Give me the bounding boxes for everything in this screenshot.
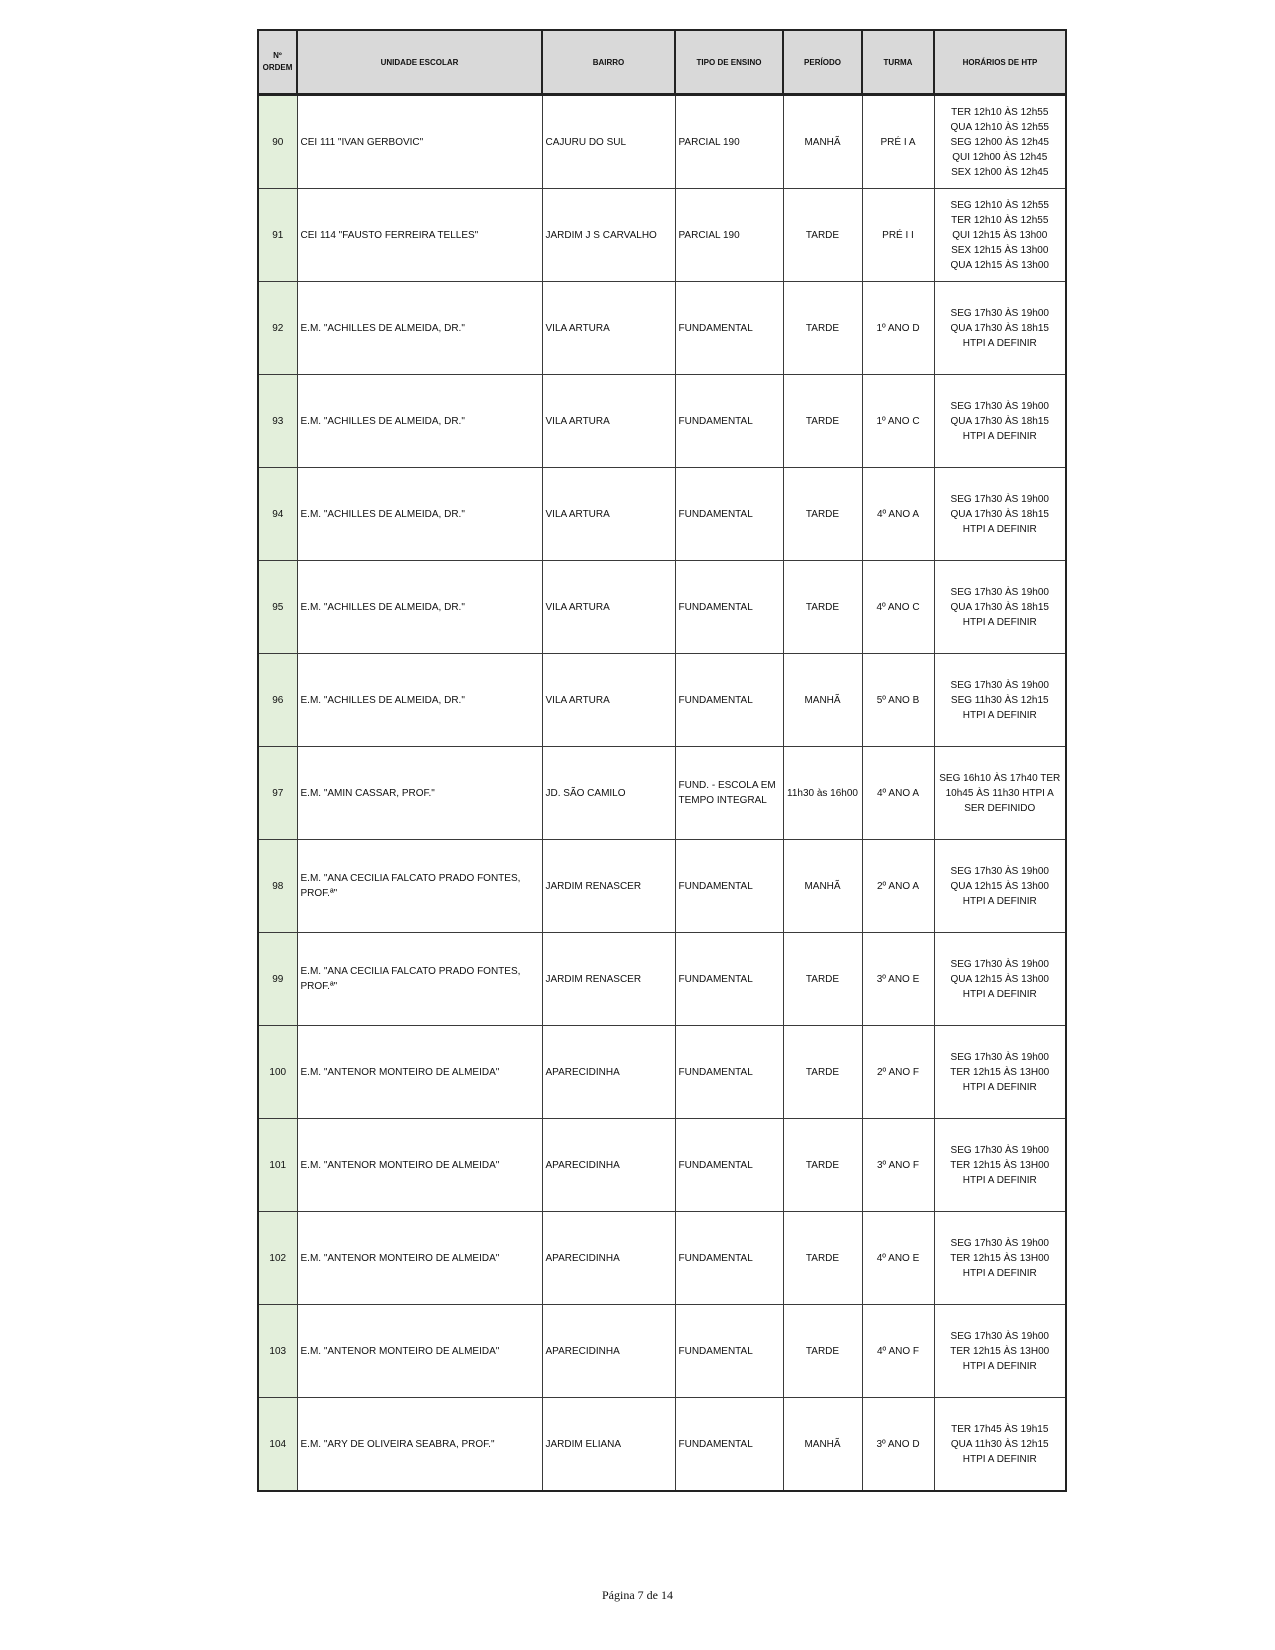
cell-periodo: TARDE — [783, 1119, 862, 1212]
cell-periodo: MANHÃ — [783, 840, 862, 933]
cell-horarios — [934, 561, 1066, 654]
table-row — [258, 189, 1066, 282]
cell-periodo: TARDE — [783, 282, 862, 375]
horario-line: QUI 12h15 ÀS 13h00 — [952, 229, 1048, 241]
horario-line: HTPI A DEFINIR — [962, 988, 1037, 1000]
horario-line: HTPI A DEFINIR — [962, 895, 1037, 907]
cell-turma: 4º ANO E — [862, 1212, 934, 1305]
cell-periodo: TARDE — [783, 1026, 862, 1119]
table-row — [258, 933, 1066, 1026]
cell-unidade: E.M. "ARY DE OLIVEIRA SEABRA, PROF." — [297, 1398, 542, 1492]
horario-line: TER 12h15 ÀS 13H00 — [950, 1159, 1050, 1171]
horario-line: HTPI A DEFINIR — [962, 616, 1037, 628]
cell-horarios — [934, 468, 1066, 561]
cell-tipo: FUNDAMENTAL — [675, 468, 783, 561]
cell-horarios — [934, 282, 1066, 375]
cell-bairro: JARDIM RENASCER — [542, 840, 675, 933]
cell-turma: 3º ANO F — [862, 1119, 934, 1212]
cell-bairro: APARECIDINHA — [542, 1305, 675, 1398]
header-unidade: UNIDADE ESCOLAR — [297, 30, 542, 95]
cell-horarios — [934, 1398, 1066, 1492]
cell-bairro: JARDIM ELIANA — [542, 1398, 675, 1492]
cell-tipo: FUNDAMENTAL — [675, 654, 783, 747]
cell-unidade: E.M. "AMIN CASSAR, PROF." — [297, 747, 542, 840]
horario-line: SEG 17h30 ÀS 19h00 — [950, 1330, 1049, 1342]
cell-bairro: JARDIM RENASCER — [542, 933, 675, 1026]
horario-line: HTPI A DEFINIR — [962, 430, 1037, 442]
cell-turma: 4º ANO A — [862, 468, 934, 561]
table-row — [258, 747, 1066, 840]
cell-unidade: E.M. "ACHILLES DE ALMEIDA, DR." — [297, 654, 542, 747]
cell-unidade: E.M. "ACHILLES DE ALMEIDA, DR." — [297, 468, 542, 561]
horario-line: SEG 17h30 ÀS 19h00 — [950, 679, 1049, 691]
cell-bairro: APARECIDINHA — [542, 1212, 675, 1305]
horario-line: QUA 17h30 ÀS 18h15 — [950, 322, 1049, 334]
horario-line: HTPI A DEFINIR — [962, 1081, 1037, 1093]
horario-line: QUI 12h00 ÀS 12h45 — [952, 151, 1048, 163]
cell-ordem: 102 — [258, 1212, 297, 1305]
cell-horarios — [934, 1212, 1066, 1305]
header-turma: TURMA — [862, 30, 934, 95]
cell-ordem: 101 — [258, 1119, 297, 1212]
cell-ordem: 99 — [258, 933, 297, 1026]
horario-line: SEG 17h30 ÀS 19h00 — [950, 586, 1049, 598]
cell-unidade: E.M. "ANTENOR MONTEIRO DE ALMEIDA" — [297, 1119, 542, 1212]
cell-ordem: 103 — [258, 1305, 297, 1398]
cell-ordem: 100 — [258, 1026, 297, 1119]
cell-ordem: 98 — [258, 840, 297, 933]
cell-tipo: PARCIAL 190 — [675, 189, 783, 282]
cell-turma: 4º ANO C — [862, 561, 934, 654]
cell-bairro: VILA ARTURA — [542, 561, 675, 654]
cell-tipo: FUNDAMENTAL — [675, 840, 783, 933]
table-row — [258, 375, 1066, 468]
table-row — [258, 95, 1066, 189]
cell-bairro: VILA ARTURA — [542, 654, 675, 747]
cell-ordem: 92 — [258, 282, 297, 375]
horario-line: QUA 12h10 ÀS 12h55 — [950, 121, 1049, 133]
cell-horarios — [934, 1026, 1066, 1119]
cell-periodo: MANHÃ — [783, 654, 862, 747]
table-row — [258, 1212, 1066, 1305]
cell-horarios — [934, 654, 1066, 747]
cell-horarios — [934, 375, 1066, 468]
table-row — [258, 1119, 1066, 1212]
horario-line: SEG 17h30 ÀS 19h00 — [950, 1237, 1049, 1249]
cell-tipo: FUNDAMENTAL — [675, 375, 783, 468]
cell-unidade: CEI 114 "FAUSTO FERREIRA TELLES" — [297, 189, 542, 282]
table-body — [258, 95, 1066, 1492]
horario-line: QUA 11h30 ÀS 12h15 — [950, 1438, 1049, 1450]
cell-bairro: JARDIM J S CARVALHO — [542, 189, 675, 282]
cell-tipo: FUNDAMENTAL — [675, 1398, 783, 1492]
cell-ordem: 104 — [258, 1398, 297, 1492]
cell-tipo: FUNDAMENTAL — [675, 282, 783, 375]
cell-periodo: TARDE — [783, 933, 862, 1026]
horario-line: QUA 17h30 ÀS 18h15 — [950, 601, 1049, 613]
cell-bairro: APARECIDINHA — [542, 1119, 675, 1212]
horario-line: HTPI A DEFINIR — [962, 1174, 1037, 1186]
horario-line: TER 17h45 ÀS 19h15 — [951, 1423, 1049, 1435]
horario-line: SEG 16h10 ÀS 17h40 TER 10h45 ÀS 11h30 HTPI A SER DEFINIDO — [939, 772, 1061, 814]
cell-tipo: FUNDAMENTAL — [675, 1119, 783, 1212]
horario-line: SEG 17h30 ÀS 19h00 — [950, 1051, 1049, 1063]
horario-line: HTPI A DEFINIR — [962, 1453, 1037, 1465]
horario-line: TER 12h15 ÀS 13H00 — [950, 1252, 1050, 1264]
cell-ordem: 93 — [258, 375, 297, 468]
cell-ordem: 90 — [258, 95, 297, 189]
cell-tipo: FUND. - ESCOLA EM TEMPO INTEGRAL — [675, 747, 783, 840]
cell-horarios — [934, 1305, 1066, 1398]
htp-schedule-table — [257, 29, 1067, 1492]
table-row — [258, 1305, 1066, 1398]
horario-line: HTPI A DEFINIR — [962, 1267, 1037, 1279]
cell-periodo: TARDE — [783, 561, 862, 654]
cell-turma: 1º ANO C — [862, 375, 934, 468]
cell-bairro: JD. SÃO CAMILO — [542, 747, 675, 840]
table-row — [258, 1026, 1066, 1119]
cell-tipo: FUNDAMENTAL — [675, 1212, 783, 1305]
horario-line: TER 12h15 ÀS 13H00 — [950, 1066, 1050, 1078]
horario-line: SEX 12h00 ÀS 12h45 — [951, 166, 1049, 178]
horario-line: QUA 17h30 ÀS 18h15 — [950, 508, 1049, 520]
cell-tipo: FUNDAMENTAL — [675, 561, 783, 654]
header-periodo: PERÍODO — [783, 30, 862, 95]
cell-periodo: 11h30 às 16h00 — [783, 747, 862, 840]
horario-line: HTPI A DEFINIR — [962, 523, 1037, 535]
horario-line: SEG 17h30 ÀS 19h00 — [950, 1144, 1049, 1156]
header-ordem: Nº ORDEM — [258, 30, 297, 95]
cell-bairro: APARECIDINHA — [542, 1026, 675, 1119]
cell-turma: 4º ANO A — [862, 747, 934, 840]
horario-line: SEG 12h10 ÀS 12h55 — [950, 199, 1049, 211]
cell-unidade: E.M. "ACHILLES DE ALMEIDA, DR." — [297, 375, 542, 468]
cell-turma: 2º ANO A — [862, 840, 934, 933]
cell-turma: 1º ANO D — [862, 282, 934, 375]
horario-line: SEG 17h30 ÀS 19h00 — [950, 493, 1049, 505]
horario-line: TER 12h10 ÀS 12h55 — [951, 106, 1049, 118]
cell-horarios — [934, 840, 1066, 933]
cell-unidade: E.M. "ANTENOR MONTEIRO DE ALMEIDA" — [297, 1026, 542, 1119]
cell-bairro: CAJURU DO SUL — [542, 95, 675, 189]
cell-bairro: VILA ARTURA — [542, 375, 675, 468]
cell-horarios — [934, 1119, 1066, 1212]
horario-line: QUA 12h15 ÀS 13h00 — [950, 973, 1049, 985]
cell-horarios — [934, 95, 1066, 189]
cell-unidade: E.M. "ACHILLES DE ALMEIDA, DR." — [297, 561, 542, 654]
table-row — [258, 840, 1066, 933]
table-row — [258, 561, 1066, 654]
cell-ordem: 91 — [258, 189, 297, 282]
cell-unidade: E.M. "ACHILLES DE ALMEIDA, DR." — [297, 282, 542, 375]
horario-line: SEG 17h30 ÀS 19h00 — [950, 865, 1049, 877]
horario-line: QUA 17h30 ÀS 18h15 — [950, 415, 1049, 427]
cell-periodo: TARDE — [783, 375, 862, 468]
horario-line: SEX 12h15 ÀS 13h00 — [951, 244, 1049, 256]
cell-ordem: 96 — [258, 654, 297, 747]
horario-line: HTPI A DEFINIR — [962, 337, 1037, 349]
cell-unidade: E.M. "ANTENOR MONTEIRO DE ALMEIDA" — [297, 1212, 542, 1305]
cell-bairro: VILA ARTURA — [542, 468, 675, 561]
header-bairro: BAIRRO — [542, 30, 675, 95]
cell-unidade: CEI 111 "IVAN GERBOVIC" — [297, 95, 542, 189]
cell-ordem: 94 — [258, 468, 297, 561]
cell-periodo: TARDE — [783, 1305, 862, 1398]
cell-periodo: TARDE — [783, 189, 862, 282]
cell-ordem: 97 — [258, 747, 297, 840]
table-row — [258, 1398, 1066, 1492]
horario-line: SEG 12h00 ÀS 12h45 — [950, 136, 1049, 148]
cell-tipo: FUNDAMENTAL — [675, 1026, 783, 1119]
cell-unidade: E.M. "ANA CECILIA FALCATO PRADO FONTES, PROF.ª" — [297, 840, 542, 933]
horario-line: HTPI A DEFINIR — [962, 709, 1037, 721]
table-header — [258, 30, 1066, 95]
cell-turma: 4º ANO F — [862, 1305, 934, 1398]
cell-tipo: FUNDAMENTAL — [675, 1305, 783, 1398]
cell-unidade: E.M. "ANTENOR MONTEIRO DE ALMEIDA" — [297, 1305, 542, 1398]
cell-tipo: PARCIAL 190 — [675, 95, 783, 189]
cell-periodo: TARDE — [783, 468, 862, 561]
cell-periodo: MANHÃ — [783, 95, 862, 189]
cell-periodo: TARDE — [783, 1212, 862, 1305]
cell-unidade: E.M. "ANA CECILIA FALCATO PRADO FONTES, PROF.ª" — [297, 933, 542, 1026]
horario-line: SEG 17h30 ÀS 19h00 — [950, 307, 1049, 319]
cell-ordem: 95 — [258, 561, 297, 654]
table-row — [258, 654, 1066, 747]
page-number: Página 7 de 14 — [602, 1588, 673, 1602]
cell-turma: 5º ANO B — [862, 654, 934, 747]
horario-line: TER 12h10 ÀS 12h55 — [951, 214, 1049, 226]
horario-line: SEG 17h30 ÀS 19h00 — [950, 958, 1049, 970]
cell-horarios — [934, 747, 1066, 840]
table-row — [258, 282, 1066, 375]
horario-line: QUA 12h15 ÀS 13h00 — [950, 259, 1049, 271]
cell-bairro: VILA ARTURA — [542, 282, 675, 375]
cell-horarios — [934, 189, 1066, 282]
cell-turma: 2º ANO F — [862, 1026, 934, 1119]
cell-tipo: FUNDAMENTAL — [675, 933, 783, 1026]
cell-turma: PRÉ I I — [862, 189, 934, 282]
cell-turma: PRÉ I A — [862, 95, 934, 189]
table-row — [258, 468, 1066, 561]
cell-horarios — [934, 933, 1066, 1026]
header-horarios: HORÁRIOS DE HTP — [934, 30, 1066, 95]
horario-line: SEG 17h30 ÀS 19h00 — [950, 400, 1049, 412]
horario-line: QUA 12h15 ÀS 13h00 — [950, 880, 1049, 892]
cell-turma: 3º ANO D — [862, 1398, 934, 1492]
cell-turma: 3º ANO E — [862, 933, 934, 1026]
header-tipo: TIPO DE ENSINO — [675, 30, 783, 95]
horario-line: SEG 11h30 ÀS 12h15 — [950, 694, 1049, 706]
horario-line: HTPI A DEFINIR — [962, 1360, 1037, 1372]
horario-line: TER 12h15 ÀS 13H00 — [950, 1345, 1050, 1357]
cell-periodo: MANHÃ — [783, 1398, 862, 1492]
